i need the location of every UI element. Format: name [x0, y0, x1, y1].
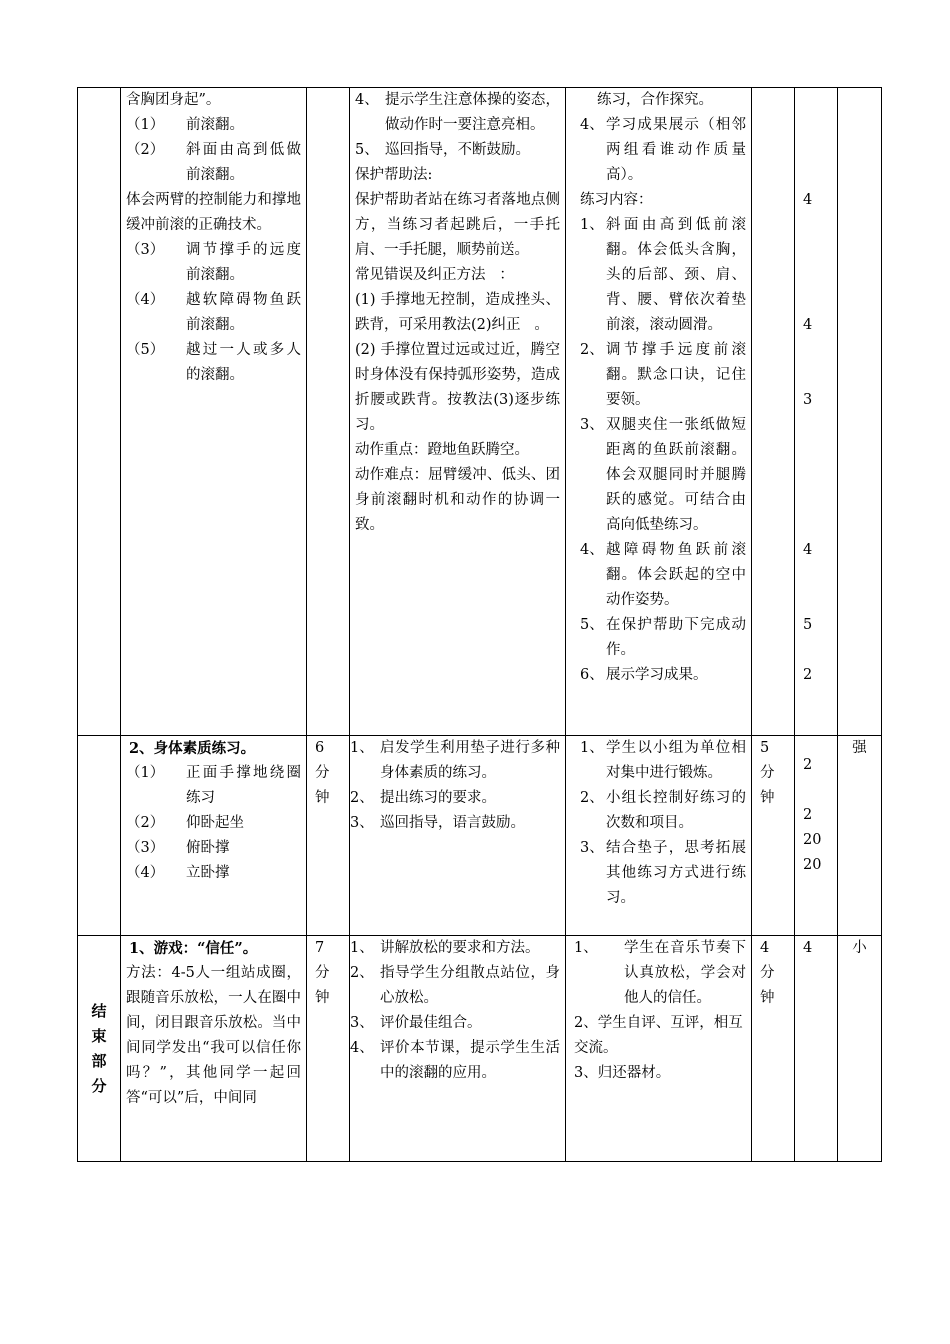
content-cell	[121, 88, 307, 736]
list-item: 1、 学生在音乐节奏下认真放松，学会对他人的信任。	[574, 940, 746, 1006]
content-line: 含胸团身起”。	[126, 92, 221, 108]
list-item: 1、 学生以小组为单位相对集中进行锻炼。	[580, 740, 746, 781]
list-item: 4、 越障碍物鱼跃前滚翻。体会跃起的空中动作姿势。	[580, 542, 746, 608]
teacher-para: 常见错误及纠正方法 ：	[355, 267, 514, 283]
teacher-cell	[350, 936, 566, 1162]
teacher-para: (2) 手撑位置过远或过近，腾空时身体没有保持弧形姿势，造成折腰或跌背。按教法(3)逐步练习。	[355, 342, 560, 433]
teacher-para: 保护帮助者站在练习者落地点侧方，当练习者起跳后，一手托肩、一手托腿，顺势前送。	[355, 192, 560, 258]
list-item: 5、 巡回指导，不断鼓励。	[355, 142, 530, 158]
list-item: 4、 提示学生注意体操的姿态，做动作时一要注意亮相。	[355, 92, 560, 133]
time2-cell	[752, 88, 795, 736]
count-value: 20	[803, 832, 822, 848]
table-row	[78, 736, 882, 936]
intensity-cell	[838, 88, 882, 736]
count-cell	[795, 88, 838, 736]
list-item: （5） 越过一人或多人的滚翻。	[126, 342, 301, 383]
list-item: （4） 越软障碍物鱼跃前滚翻。	[126, 292, 301, 333]
content-title: 2、身体素质练习。	[129, 740, 256, 757]
list-item: （1） 前滚翻。	[126, 117, 244, 133]
list-item: 3、 结合垫子，思考拓展其他练习方式进行练习。	[580, 840, 746, 906]
teacher-para: (1) 手撑地无控制，造成挫头、跌背，可采用教法(2)纠正 。	[355, 292, 560, 333]
time2-cell: 5 分 钟	[752, 736, 795, 936]
count-cell	[795, 936, 838, 1162]
content-cell	[121, 936, 307, 1162]
teacher-para: 动作难点：屈臂缓冲、低头、团身前滚翻时机和动作的协调一致。	[355, 467, 560, 533]
table-row	[78, 88, 882, 736]
list-item: 1、 讲解放松的要求和方法。	[350, 940, 540, 956]
lesson-plan-table	[77, 87, 882, 1162]
list-item: （2） 仰卧起坐	[126, 815, 244, 831]
list-item: 3、 巡回指导，语言鼓励。	[350, 815, 525, 831]
intensity-value: 小	[852, 940, 867, 956]
list-item: （4） 立卧撑	[126, 865, 230, 881]
teacher-para: 动作重点：蹬地鱼跃腾空。	[355, 442, 529, 458]
list-item: （2） 斜面由高到低做前滚翻。	[126, 142, 301, 183]
count-value: 3	[803, 392, 813, 408]
section-cell	[78, 88, 121, 736]
count-value: 4	[803, 940, 813, 956]
list-item: （3） 调节撑手的远度前滚翻。	[126, 242, 301, 283]
list-item: 2、 调节撑手远度前滚翻。默念口诀，记住要领。	[580, 342, 746, 408]
content-text: 方法：4-5人一组站成圈，跟随音乐放松，一人在圈中间，闭目跟音乐放松。当中间同学发出“我可以信任你吗？”，其他同学一起回答“可以”后，中间同	[126, 965, 301, 1106]
count-value: 4	[803, 192, 813, 208]
list-item: 2、 指导学生分组散点站位，身心放松。	[350, 965, 560, 1006]
count-value: 20	[803, 857, 822, 873]
section-cell	[78, 736, 121, 936]
list-item: 3、 双腿夹住一张纸做短距离的鱼跃前滚翻。体会双腿同时并腿腾跃的感觉。可结合由高向低垫练习。	[580, 417, 746, 533]
intensity-cell	[838, 736, 882, 936]
list-item: 6、 展示学习成果。	[580, 667, 708, 683]
list-item: 4、 学习成果展示（相邻两组看谁动作质量高）。	[580, 117, 746, 183]
section-cell: 结 束 部 分	[78, 936, 121, 1162]
count-value: 2	[803, 757, 813, 773]
count-value: 4	[803, 542, 813, 558]
table-row	[78, 936, 882, 1162]
teacher-cell	[350, 736, 566, 936]
list-item: （1） 正面手撑地绕圈练习	[126, 765, 301, 806]
count-value: 2	[803, 667, 813, 683]
student-cell	[566, 936, 752, 1162]
list-item: （3） 俯卧撑	[126, 840, 230, 856]
list-item: 4、 评价本节课，提示学生生活中的滚翻的应用。	[350, 1040, 560, 1081]
student-line: 3、归还器材。	[574, 1065, 671, 1081]
intensity-cell	[838, 936, 882, 1162]
list-item: 2、 小组长控制好练习的次数和项目。	[580, 790, 746, 831]
list-item: 1、 启发学生利用垫子进行多种身体素质的练习。	[350, 740, 560, 781]
list-item: 2、 提出练习的要求。	[350, 790, 496, 806]
teacher-para: 保护帮助法:	[355, 167, 433, 183]
time2-cell: 4 分 钟	[752, 936, 795, 1162]
time-cell	[307, 88, 350, 736]
list-item: 3、 评价最佳组合。	[350, 1015, 482, 1031]
content-note: 体会两臂的控制能力和撑地缓冲前滚的正确技术。	[126, 192, 301, 233]
student-heading: 练习内容：	[580, 192, 653, 208]
content-cell	[121, 736, 307, 936]
time-cell: 7 分 钟	[307, 936, 350, 1162]
student-cell	[566, 88, 752, 736]
content-title: 1、游戏：“信任”。	[129, 940, 258, 957]
count-value: 2	[803, 807, 813, 823]
count-value: 5	[803, 617, 813, 633]
student-cell	[566, 736, 752, 936]
list-item: 5、 在保护帮助下完成动作。	[580, 617, 746, 658]
student-line: 2、学生自评、互评，相互交流。	[574, 1015, 743, 1056]
intensity-value: 强	[852, 740, 867, 756]
count-value: 4	[803, 317, 813, 333]
student-lead: 练习，合作探究。	[597, 92, 713, 108]
teacher-cell	[350, 88, 566, 736]
list-item: 1、 斜面由高到低前滚翻。体会低头含胸，头的后部、颈、肩、背、腰、臂依次着垫前滚，滚动圆滑。	[580, 217, 746, 333]
time-cell: 6 分 钟	[307, 736, 350, 936]
count-cell	[795, 736, 838, 936]
